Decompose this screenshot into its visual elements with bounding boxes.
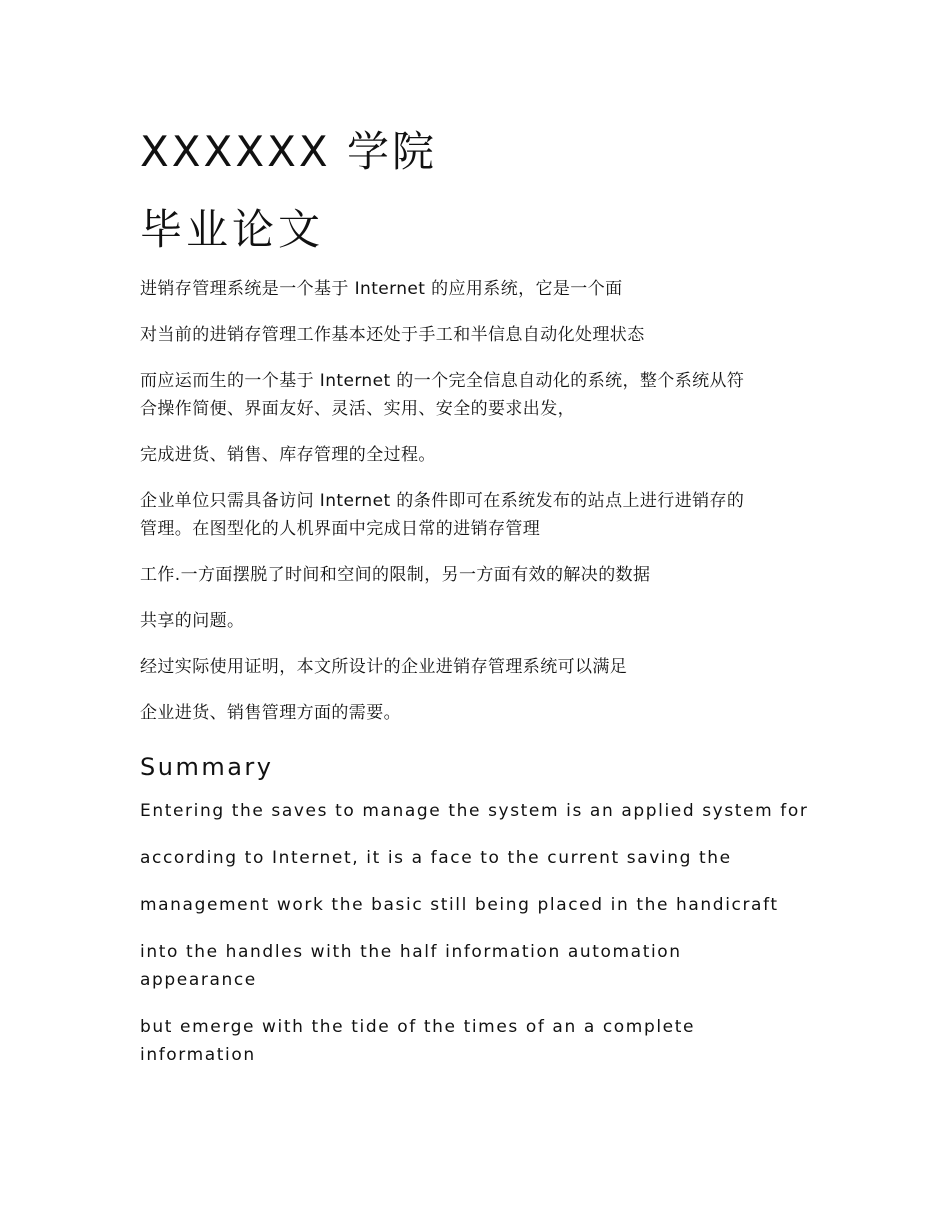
summary-paragraph: management work the basic still being placed in the handicraft — [140, 895, 779, 915]
abstract-paragraph: 企业进货、销售管理方面的需要。 — [140, 703, 401, 723]
abstract-paragraph — [140, 367, 820, 423]
abstract-paragraph — [140, 487, 820, 543]
abstract-paragraph: 进销存管理系统是一个基于 Internet 的应用系统，它是一个面 — [140, 279, 623, 299]
abstract-line: 而应运而生的一个基于 Internet 的一个完全信息自动化的系统，整个系统从符 — [140, 371, 745, 391]
summary-line: appearance — [140, 970, 257, 990]
summary-paragraph — [140, 1013, 820, 1069]
chinese-abstract — [140, 275, 820, 727]
document-page — [140, 124, 820, 1088]
abstract-paragraph: 完成进货、销售、库存管理的全过程。 — [140, 445, 436, 465]
abstract-paragraph: 工作.一方面摆脱了时间和空间的限制，另一方面有效的解决的数据 — [140, 565, 651, 585]
abstract-paragraph: 经过实际使用证明，本文所设计的企业进销存管理系统可以满足 — [140, 657, 628, 677]
summary-heading: Summary — [140, 753, 274, 781]
summary-line: but emerge with the tide of the times of an a complete — [140, 1017, 696, 1037]
thesis-title: 毕业论文 — [140, 205, 325, 254]
summary-paragraph: Entering the saves to manage the system is an applied system for — [140, 801, 809, 821]
english-summary — [140, 797, 820, 1069]
abstract-line: 管理。在图型化的人机界面中完成日常的进销存管理 — [140, 519, 541, 539]
summary-paragraph: according to Internet, it is a face to the current saving the — [140, 848, 732, 868]
abstract-paragraph: 对当前的进销存管理工作基本还处于手工和半信息自动化处理状态 — [140, 325, 645, 345]
summary-paragraph — [140, 938, 820, 994]
school-title: XXXXXX 学院 — [140, 127, 437, 176]
abstract-line: 企业单位只需具备访问 Internet 的条件即可在系统发布的站点上进行进销存的 — [140, 491, 745, 511]
summary-line: information — [140, 1045, 256, 1065]
summary-line: into the handles with the half information automation — [140, 942, 682, 962]
abstract-line: 合操作简便、界面友好、灵活、实用、安全的要求出发， — [140, 399, 575, 419]
abstract-paragraph: 共享的问题。 — [140, 611, 245, 631]
